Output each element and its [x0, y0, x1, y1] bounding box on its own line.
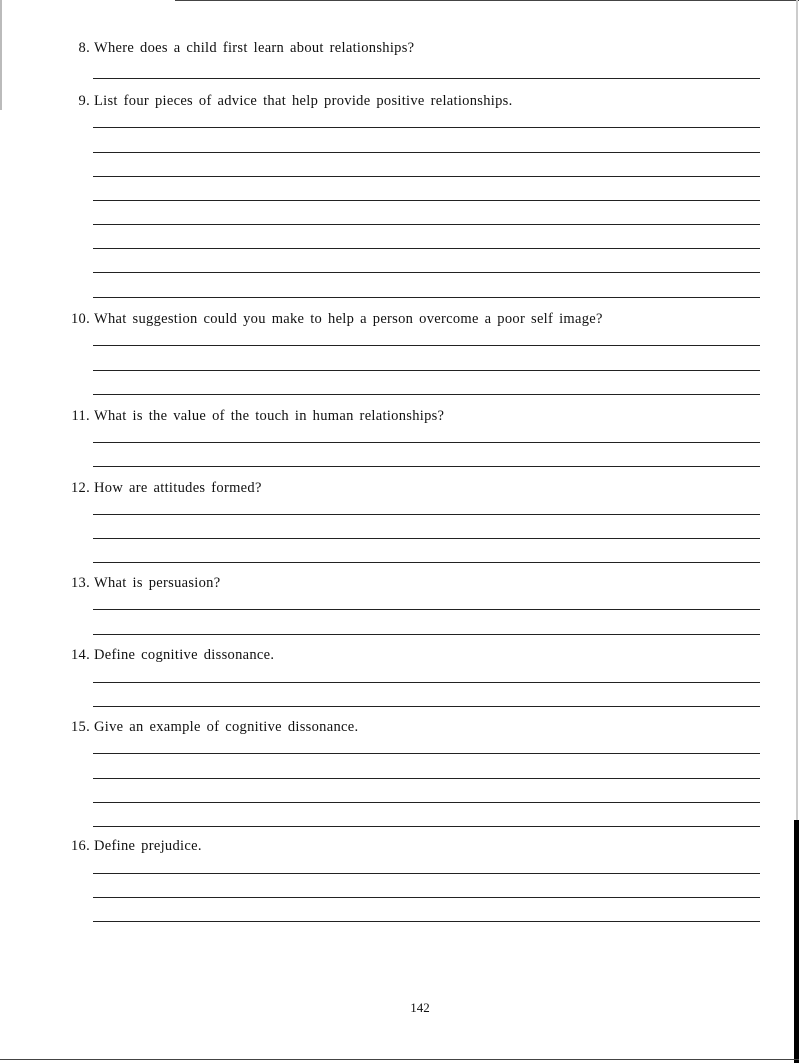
question-text: How are attitudes formed?	[94, 480, 262, 496]
answer-line[interactable]	[93, 224, 760, 225]
answer-line[interactable]	[93, 127, 760, 128]
question-13	[60, 575, 220, 592]
question-9	[60, 93, 513, 110]
answer-line[interactable]	[93, 176, 760, 177]
question-10	[60, 311, 603, 328]
answer-line[interactable]	[93, 297, 760, 298]
question-11	[60, 408, 444, 425]
answer-line[interactable]	[93, 538, 760, 539]
question-text: What suggestion could you make to help a person overcome a poor self image?	[94, 311, 603, 327]
page-number: 142	[410, 1000, 430, 1015]
bottom-border	[0, 1059, 799, 1060]
right-scan-edge	[796, 0, 798, 820]
answer-line[interactable]	[93, 370, 760, 371]
answer-line[interactable]	[93, 609, 760, 610]
answer-line[interactable]	[93, 682, 760, 683]
left-scan-edge	[0, 0, 2, 110]
question-8	[60, 40, 414, 57]
question-number: 13.	[70, 575, 90, 591]
question-number: 16.	[70, 838, 90, 854]
question-text: What is persuasion?	[94, 575, 221, 591]
question-12	[60, 480, 262, 497]
right-scan-shadow	[794, 820, 799, 1063]
question-number: 12.	[70, 480, 90, 496]
answer-line[interactable]	[93, 248, 760, 249]
answer-line[interactable]	[93, 562, 760, 563]
question-number: 11.	[71, 408, 90, 424]
answer-line[interactable]	[93, 466, 760, 467]
answer-line[interactable]	[93, 514, 760, 515]
answer-line[interactable]	[93, 897, 760, 898]
answer-line[interactable]	[93, 826, 760, 827]
answer-line[interactable]	[93, 442, 760, 443]
answer-line[interactable]	[93, 802, 760, 803]
answer-line[interactable]	[93, 706, 760, 707]
top-border	[175, 0, 799, 1]
question-14	[60, 647, 274, 664]
answer-line[interactable]	[93, 634, 760, 635]
question-text: Define cognitive dissonance.	[94, 647, 275, 663]
answer-line[interactable]	[93, 78, 760, 79]
question-15	[60, 719, 358, 736]
answer-line[interactable]	[93, 921, 760, 922]
question-16	[60, 838, 202, 855]
answer-line[interactable]	[93, 873, 760, 874]
question-number: 10.	[70, 311, 90, 327]
answer-line[interactable]	[93, 200, 760, 201]
answer-line[interactable]	[93, 272, 760, 273]
question-text: Where does a child first learn about relationships?	[94, 40, 415, 56]
answer-line[interactable]	[93, 345, 760, 346]
question-text: What is the value of the touch in human relationships?	[94, 408, 445, 424]
question-text: Give an example of cognitive dissonance.	[94, 719, 359, 735]
question-number: 15.	[70, 719, 90, 735]
answer-line[interactable]	[93, 394, 760, 395]
answer-line[interactable]	[93, 152, 760, 153]
question-text: List four pieces of advice that help provide positive relationships.	[94, 93, 513, 109]
answer-line[interactable]	[93, 778, 760, 779]
question-number: 14.	[70, 647, 90, 663]
question-number: 9.	[78, 93, 90, 109]
answer-line[interactable]	[93, 753, 760, 754]
question-number: 8.	[78, 40, 90, 56]
question-text: Define prejudice.	[94, 838, 202, 854]
